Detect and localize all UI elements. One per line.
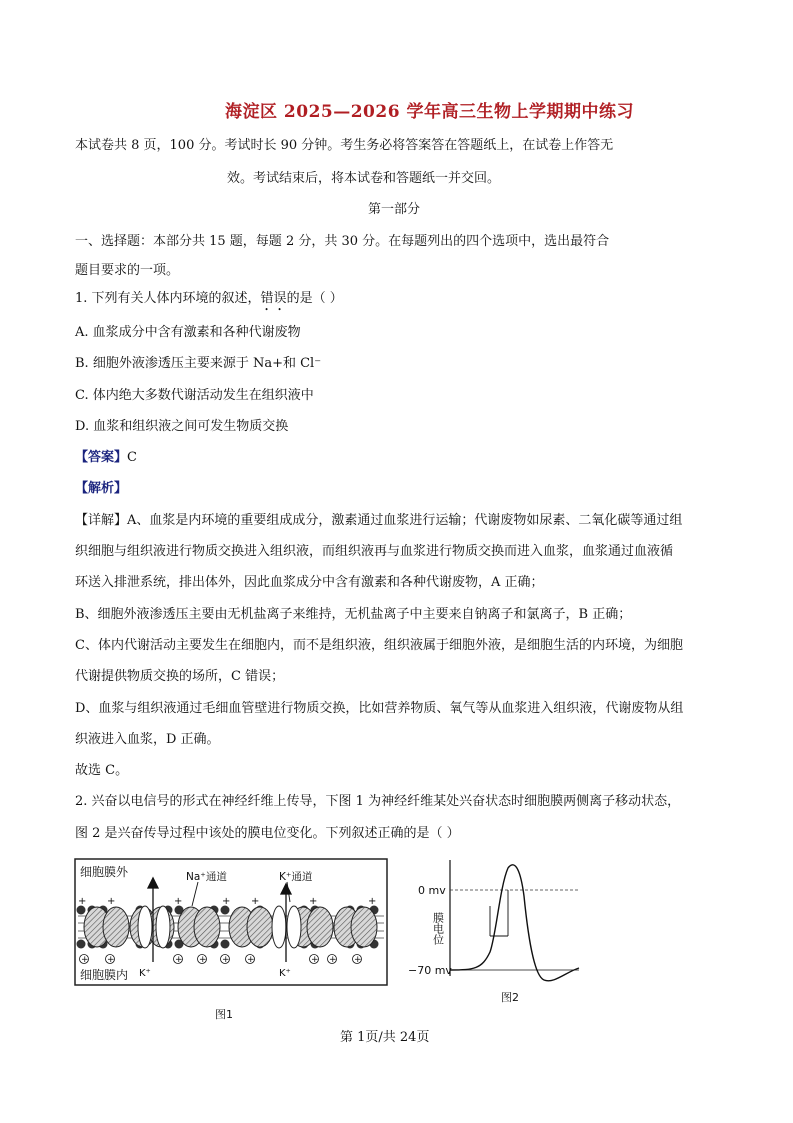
detail-line-6: 代谢提供物质交换的场所，C 错误；	[75, 669, 285, 684]
svg-text:+: +	[107, 896, 116, 907]
svg-text:+: +	[311, 955, 319, 965]
figure-2-potential	[404, 856, 584, 1026]
question-1-stem-post: 的是（ ）	[286, 291, 343, 306]
svg-text:+: +	[78, 896, 87, 907]
part-heading: 第一部分	[368, 202, 421, 217]
detail-line-2: 织细胞与组织液进行物质交换进入组织液，而组织液再与血浆进行物质交换而进入血浆，血浆通过血液循	[75, 544, 674, 559]
question-2-line-2: 图 2 是兴奋传导过程中该处的膜电位变化。下列叙述正确的是（ ）	[75, 826, 460, 841]
question-1-stem	[75, 291, 343, 314]
svg-text:+: +	[222, 955, 230, 965]
section-line-2: 题目要求的一项。	[75, 263, 180, 278]
svg-text:+: +	[222, 896, 231, 907]
answer-label: 【答案】	[75, 450, 128, 465]
tick-zero: 0 mv	[418, 884, 446, 897]
answer-line	[75, 450, 137, 466]
label-outside: 细胞膜外	[80, 865, 129, 879]
tick-minus-70: −70 mv	[408, 964, 452, 977]
svg-text:+: +	[309, 896, 318, 907]
detail-line-3: 环送入排泄系统，排出体外，因此血浆成分中含有激素和各种代谢废物，A 正确；	[75, 575, 544, 590]
svg-text:+: +	[81, 955, 89, 965]
answer-value: C	[127, 450, 137, 465]
label-k-ion-2: K⁺	[279, 968, 291, 979]
question-2-line-1: 2. 兴奋以电信号的形式在神经纤维上传导，下图 1 为神经纤维某处兴奋状态时细胞膜两侧离子移动状态，	[75, 794, 681, 809]
section-line-1: 一、选择题：本部分共 15 题，每题 2 分，共 30 分。在每题列出的四个选项中，选出最符合	[75, 234, 610, 249]
detail-line-4: B、细胞外液渗透压主要由无机盐离子来维持，无机盐离子中主要来自钠离子和氯离子，B 正确；	[75, 607, 632, 622]
svg-text:+: +	[368, 896, 377, 907]
label-k-channel: K⁺通道	[279, 871, 313, 883]
analysis-label: 【解析】	[75, 481, 128, 496]
label-inside: 细胞膜内	[80, 968, 129, 982]
question-1-emphasis: 错误	[260, 291, 287, 306]
svg-text:+: +	[174, 896, 183, 907]
question-1-stem-pre: 1. 下列有关人体内环境的叙述，	[75, 291, 261, 306]
detail-line-9: 故选 C。	[75, 763, 129, 778]
figure-2-caption: 图2	[501, 991, 519, 1004]
potential-curve	[450, 865, 579, 981]
label-na-channel: Na⁺通道	[186, 871, 227, 883]
svg-text:+: +	[175, 955, 183, 965]
option-a: A. 血浆成分中含有激素和各种代谢废物	[75, 325, 301, 340]
option-d: D. 血浆和组织液之间可发生物质交换	[75, 419, 289, 434]
svg-text:+: +	[199, 955, 207, 965]
label-k-ion-1: K⁺	[139, 968, 151, 979]
page-footer: 第 1页/共 24页	[340, 1030, 430, 1045]
detail-line-1: 【详解】A、血浆是内环境的重要组成成分，激素通过血浆进行运输；代谢废物如尿素、二氧化碳等通过组	[75, 513, 683, 528]
option-c: C. 体内绝大多数代谢活动发生在组织液中	[75, 388, 314, 403]
intro-line-1: 本试卷共 8 页，100 分。考试时长 90 分钟。考生务必将答案答在答题纸上，在试卷上作答无	[75, 138, 614, 153]
detail-line-5: C、体内代谢活动主要发生在细胞内，而不是组织液，组织液属于细胞外液，是细胞生活的内环境，为细胞	[75, 638, 683, 653]
svg-text:+: +	[329, 955, 337, 965]
svg-text:+: +	[107, 955, 115, 965]
intro-line-2: 效。考试结束后，将本试卷和答题纸一并交回。	[227, 171, 501, 186]
svg-text:+: +	[251, 896, 260, 907]
figure-1-membrane	[74, 858, 392, 1024]
detail-line-7: D、血浆与组织液通过毛细血管壁进行物质交换，比如营养物质、氧气等从血浆进入组织液，代谢废物从组	[75, 701, 684, 716]
figure-1-caption: 图1	[215, 1008, 233, 1021]
option-b: B. 细胞外液渗透压主要来源于 Na+和 Cl⁻	[75, 356, 322, 371]
svg-text:+: +	[354, 955, 362, 965]
y-axis-label: 膜电位	[431, 912, 445, 945]
page-title: 海淀区 2025—2026 学年高三生物上学期期中练习	[225, 102, 634, 122]
detail-line-8: 织液进入血浆，D 正确。	[75, 732, 220, 747]
svg-text:+: +	[247, 955, 255, 965]
